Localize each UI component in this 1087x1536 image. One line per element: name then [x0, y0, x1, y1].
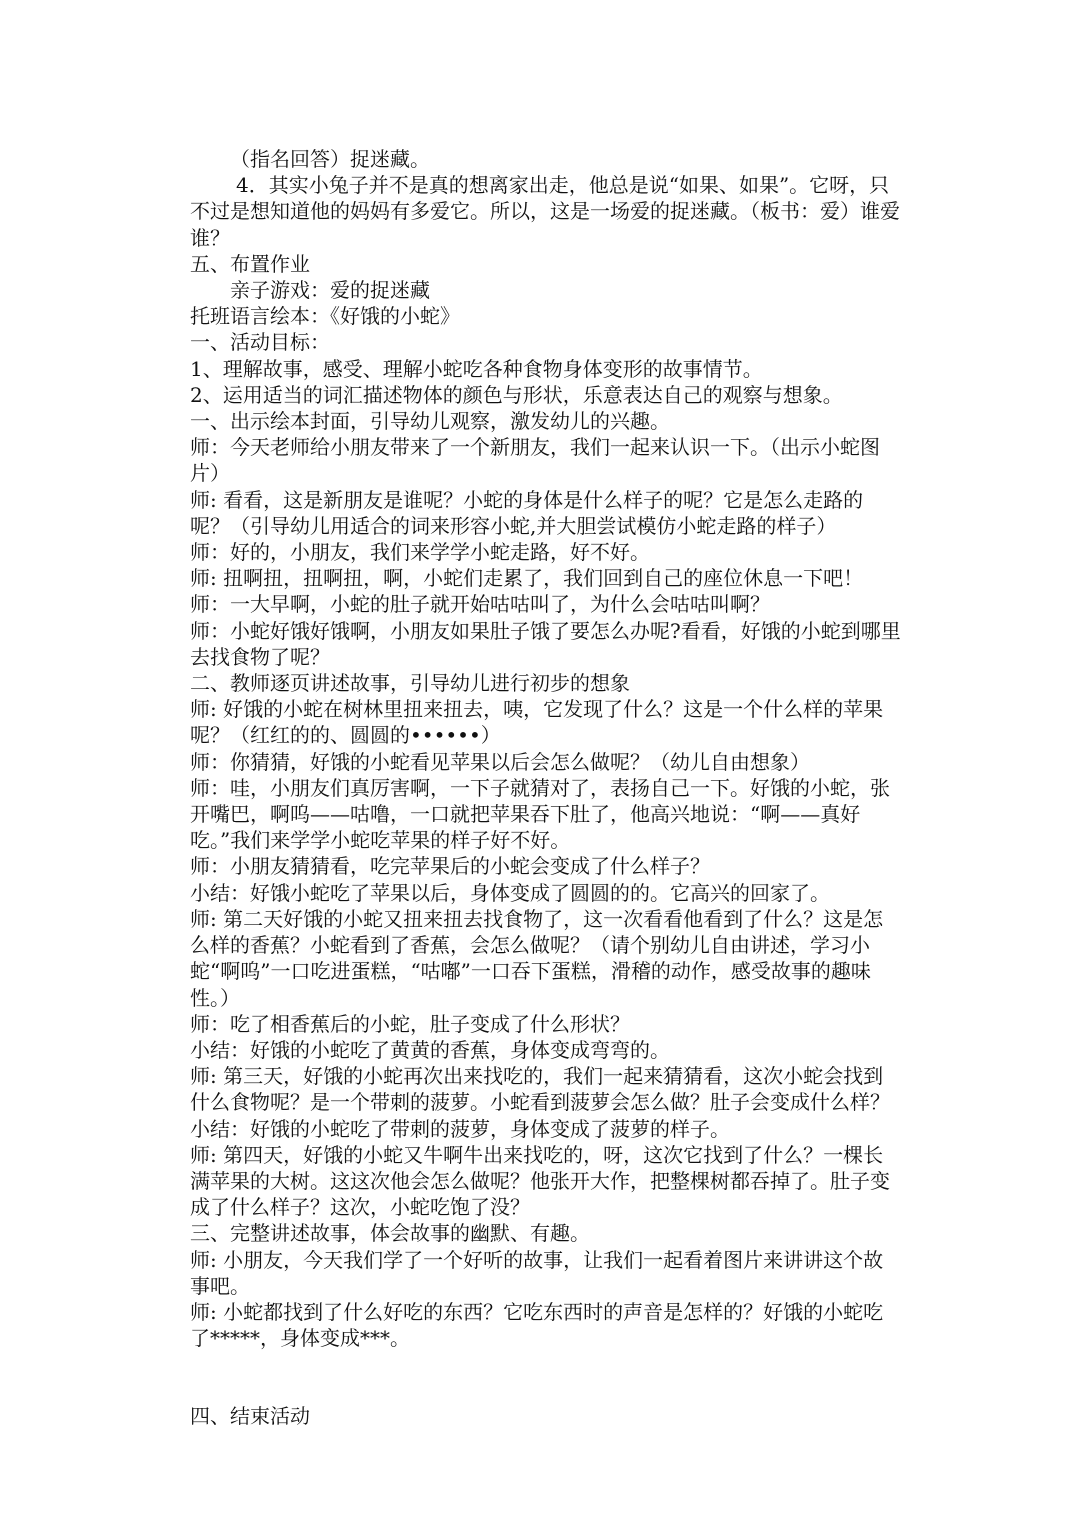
paragraph-summary: 小结：好饿小蛇吃了苹果以后，身体变成了圆圆的的。它高兴的回家了。 — [190, 880, 830, 905]
goal-item-1: 1、理解故事，感受、理解小蛇吃各种食物身体变形的故事情节。 — [190, 356, 763, 381]
paragraph-teacher: 师: 第四天，好饿的小蛇又牛啊牛出来找吃的，呀，这次它找到了什么？一棵长满苹果的大树。这这次他会怎么做呢？他张开大作，把整棵树都吞掉了。肚子变成了什么样子？这次，小蛇吃饱了没？ — [190, 1142, 890, 1220]
goal-item-2: 2、运用适当的词汇描述物体的颜色与形状，乐意表达自己的观察与想象。 — [190, 382, 843, 407]
section-heading-goals: 一、活动目标： — [190, 330, 330, 355]
lesson-title: 托班语言绘本：《好饿的小蛇》 — [190, 304, 460, 329]
section-heading-end: 四、结束活动 — [190, 1404, 310, 1429]
paragraph-teacher: 师: 小蛇都找到了什么好吃的东西？它吃东西时的声音是怎样的？好饿的小蛇吃了*****，身体变成***。 — [190, 1299, 884, 1351]
parent-child-game: 亲子游戏：爱的捉迷藏 — [230, 278, 430, 303]
paragraph-teacher: 师：小蛇好饿好饿啊，小朋友如果肚子饿了要怎么办呢?看看，好饿的小蛇到哪里去找食物了呢？ — [190, 618, 901, 669]
paragraph-teacher: 师：哇，小朋友们真厉害啊，一下子就猜对了，表扬自己一下。好饿的小蛇，张开嘴巴，啊呜——咕噜，一口就把苹果吞下肚了，他高兴地说：“啊——真好吃。”我们来学学小蛇吃苹果的样子好不好。 — [190, 775, 890, 853]
paragraph-teacher: 师：吃了相香蕉后的小蛇，肚子变成了什么形状？ — [190, 1011, 630, 1036]
paragraph-summary: 小结：好饿的小蛇吃了黄黄的香蕉，身体变成弯弯的。 — [190, 1037, 670, 1062]
paragraph-teacher: 师：你猜猜，好饿的小蛇看见苹果以后会怎么做呢？（幼儿自由想象） — [190, 749, 810, 774]
paragraph-summary: 小结：好饿的小蛇吃了带刺的菠萝，身体变成了菠萝的样子。 — [190, 1116, 730, 1141]
paragraph-step-4: 4．其实小兔子并不是真的想离家出走，他总是说“如果、如果”。它呀，只不过是想知道他的妈妈有多爱它。所以，这是一场爱的捉迷藏。（板书：爱）谁爱谁？ — [190, 173, 900, 250]
paragraph-teacher: 师: 好饿的小蛇在树林里扭来扭去，咦，它发现了什么？这是一个什么样的苹果呢？（红红的的、圆圆的••••••） — [190, 697, 884, 748]
paragraph-teacher: 师: 看看，这是新朋友是谁呢？小蛇的身体是什么样子的呢？它是怎么走路的呢？（引导幼儿用适合的词来形容小蛇,并大胆尝试模仿小蛇走路的样子） — [190, 487, 864, 538]
answer-line: （指名回答）捉迷藏。 — [230, 147, 430, 171]
blank-spacer — [190, 1351, 902, 1403]
paragraph-teacher: 师：一大早啊，小蛇的肚子就开始咕咕叫了，为什么会咕咕叫啊？ — [190, 592, 770, 617]
paragraph-teacher: 师：小朋友猜猜看，吃完苹果后的小蛇会变成了什么样子？ — [190, 854, 710, 879]
paragraph-teacher: 师: 小朋友，今天我们学了一个好听的故事，让我们一起看着图片来讲讲这个故事吧。 — [190, 1247, 884, 1298]
section-heading-cover: 一、出示绘本封面，引导幼儿观察，激发幼儿的兴趣。 — [190, 409, 670, 434]
paragraph-teacher: 师：好的，小朋友，我们来学学小蛇走路，好不好。 — [190, 540, 650, 565]
paragraph-teacher: 师: 扭啊扭，扭啊扭，啊，小蛇们走累了，我们回到自己的座位休息一下吧！ — [190, 566, 864, 591]
paragraph-teacher: 师: 第三天，好饿的小蛇再次出来找吃的，我们一起来猜猜看，这次小蛇会找到什么食物呢？是一个带刺的菠萝。小蛇看到菠萝会怎么做？肚子会变成什么样？ — [190, 1064, 890, 1115]
section-heading-retell: 三、完整讲述故事，体会故事的幽默、有趣。 — [190, 1221, 590, 1246]
section-heading-homework: 五、布置作业 — [190, 251, 310, 276]
paragraph-teacher: 师: 第二天好饿的小蛇又扭来扭去找食物了，这一次看看他看到了什么？这是怎么样的香蕉？小蛇看到了香蕉，会怎么做呢？（请个别幼儿自由讲述，学习小蛇“啊呜”一口吃进蛋糕，“咕嘟”一口吞下蛋糕，滑稽的动作，感受故事的趣味性。） — [190, 906, 884, 1010]
document-body — [190, 146, 902, 1430]
section-heading-storytelling: 二、教师逐页讲述故事，引导幼儿进行初步的想象 — [190, 671, 630, 696]
paragraph-teacher: 师：今天老师给小朋友带来了一个新朋友，我们一起来认识一下。（出示小蛇图片） — [190, 435, 880, 486]
